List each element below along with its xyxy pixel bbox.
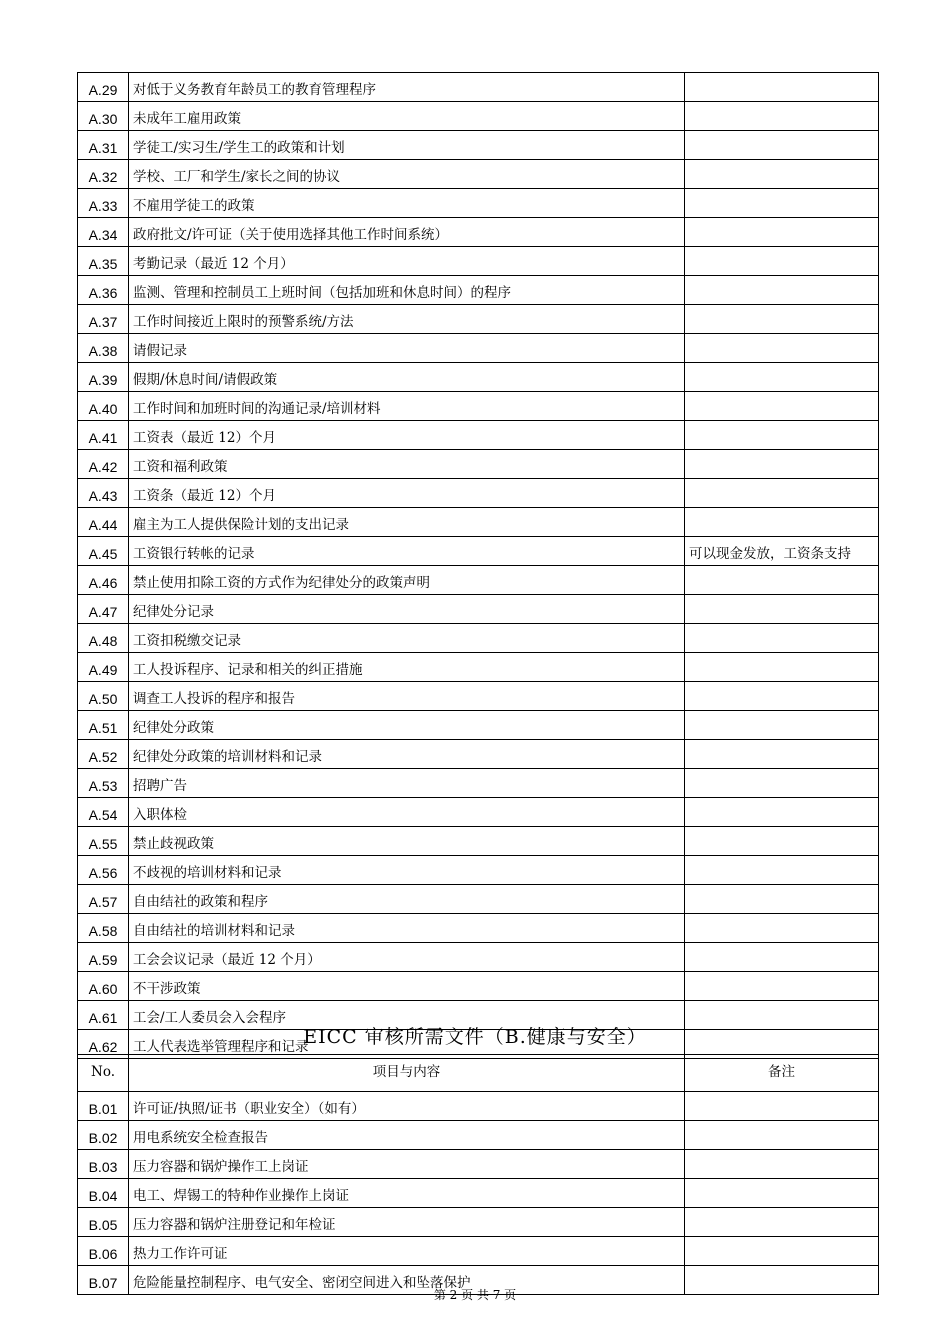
row-item: 调查工人投诉的程序和报告 (129, 682, 685, 711)
row-note: 可以现金发放，工资条支持 (685, 537, 879, 566)
table-row (78, 421, 879, 450)
row-item: 纪律处分政策 (129, 711, 685, 740)
row-code: B.06 (78, 1237, 129, 1266)
row-note (685, 885, 879, 914)
row-code: A.47 (78, 595, 129, 624)
row-code: B.05 (78, 1208, 129, 1237)
row-item: 招聘广告 (129, 769, 685, 798)
table-row (78, 1179, 879, 1208)
row-note (685, 1179, 879, 1208)
row-code: A.31 (78, 131, 129, 160)
row-note (685, 218, 879, 247)
row-code: A.59 (78, 943, 129, 972)
row-note (685, 131, 879, 160)
row-code: A.45 (78, 537, 129, 566)
table-row (78, 450, 879, 479)
row-item: 不歧视的培训材料和记录 (129, 856, 685, 885)
table-row (78, 972, 879, 1001)
row-note (685, 856, 879, 885)
table-row (78, 160, 879, 189)
table-row (78, 885, 879, 914)
row-code: A.33 (78, 189, 129, 218)
row-code: A.41 (78, 421, 129, 450)
row-note (685, 595, 879, 624)
row-code: A.39 (78, 363, 129, 392)
row-item: 工人投诉程序、记录和相关的纠正措施 (129, 653, 685, 682)
row-code: A.38 (78, 334, 129, 363)
table-row (78, 1092, 879, 1121)
section-a-table (77, 72, 879, 1059)
row-code: A.34 (78, 218, 129, 247)
row-item: 不干涉政策 (129, 972, 685, 1001)
row-note (685, 102, 879, 131)
table-row (78, 73, 879, 102)
row-item: 危险能量控制程序、电气安全、密闭空间进入和坠落保护 (129, 1266, 685, 1295)
row-item: 考勤记录（最近 12 个月） (129, 247, 685, 276)
row-note (685, 624, 879, 653)
row-item: 纪律处分记录 (129, 595, 685, 624)
row-code: A.29 (78, 73, 129, 102)
row-item: 工会会议记录（最近 12 个月） (129, 943, 685, 972)
header-note: 备注 (685, 1055, 879, 1092)
table-row (78, 392, 879, 421)
row-item: 用电系统安全检查报告 (129, 1121, 685, 1150)
row-note (685, 566, 879, 595)
table-row (78, 943, 879, 972)
row-code: A.54 (78, 798, 129, 827)
row-code: A.36 (78, 276, 129, 305)
row-item: 学校、工厂和学生/家长之间的协议 (129, 160, 685, 189)
row-item: 对低于义务教育年龄员工的教育管理程序 (129, 73, 685, 102)
row-item: 学徒工/实习生/学生工的政策和计划 (129, 131, 685, 160)
row-note (685, 827, 879, 856)
row-item: 热力工作许可证 (129, 1237, 685, 1266)
row-code: B.02 (78, 1121, 129, 1150)
row-code: A.60 (78, 972, 129, 1001)
row-item: 工作时间和加班时间的沟通记录/培训材料 (129, 392, 685, 421)
row-note (685, 189, 879, 218)
row-item: 监测、管理和控制员工上班时间（包括加班和休息时间）的程序 (129, 276, 685, 305)
header-item: 项目与内容 (129, 1055, 685, 1092)
row-note (685, 421, 879, 450)
row-code: B.03 (78, 1150, 129, 1179)
table-row (78, 334, 879, 363)
row-note (685, 1121, 879, 1150)
row-code: A.62 (78, 1030, 129, 1059)
table-row (78, 595, 879, 624)
row-note (685, 769, 879, 798)
row-item: 压力容器和锅炉操作工上岗证 (129, 1150, 685, 1179)
row-code: A.44 (78, 508, 129, 537)
row-note (685, 479, 879, 508)
row-code: A.53 (78, 769, 129, 798)
row-item: 工资扣税缴交记录 (129, 624, 685, 653)
row-item: 电工、焊锡工的特种作业操作上岗证 (129, 1179, 685, 1208)
row-item: 请假记录 (129, 334, 685, 363)
row-note (685, 392, 879, 421)
row-note (685, 508, 879, 537)
row-code: A.48 (78, 624, 129, 653)
table-row (78, 740, 879, 769)
table-row (78, 856, 879, 885)
section-b-header-row (78, 1055, 879, 1092)
section-b-body (78, 1092, 879, 1295)
row-code: A.51 (78, 711, 129, 740)
row-note (685, 160, 879, 189)
table-row (78, 218, 879, 247)
section-b-title: EICC 审核所需文件（B.健康与安全） (303, 1026, 647, 1048)
row-item: 假期/休息时间/请假政策 (129, 363, 685, 392)
row-item: 工资和福利政策 (129, 450, 685, 479)
row-note (685, 711, 879, 740)
row-code: A.35 (78, 247, 129, 276)
table-row (78, 189, 879, 218)
page-footer: 第 2 页 共 7 页 (433, 1288, 517, 1302)
row-code: A.37 (78, 305, 129, 334)
table-row (78, 914, 879, 943)
row-item: 工人代表选举管理程序和记录 (129, 1030, 685, 1059)
row-item: 未成年工雇用政策 (129, 102, 685, 131)
row-code: B.01 (78, 1092, 129, 1121)
row-note (685, 1092, 879, 1121)
row-code: A.46 (78, 566, 129, 595)
section-a-body (78, 73, 879, 1059)
row-item: 自由结社的培训材料和记录 (129, 914, 685, 943)
row-item: 禁止歧视政策 (129, 827, 685, 856)
table-row (78, 769, 879, 798)
table-row (78, 537, 879, 566)
table-row (78, 682, 879, 711)
row-item: 压力容器和锅炉注册登记和年检证 (129, 1208, 685, 1237)
table-row (78, 305, 879, 334)
table-row (78, 624, 879, 653)
row-item: 工资银行转帐的记录 (129, 537, 685, 566)
row-note (685, 682, 879, 711)
table-row (78, 827, 879, 856)
row-item: 纪律处分政策的培训材料和记录 (129, 740, 685, 769)
row-note (685, 73, 879, 102)
row-item: 政府批文/许可证（关于使用选择其他工作时间系统） (129, 218, 685, 247)
row-code: B.04 (78, 1179, 129, 1208)
table-row (78, 131, 879, 160)
table-row (78, 363, 879, 392)
row-code: A.40 (78, 392, 129, 421)
row-code: A.55 (78, 827, 129, 856)
table-row (78, 276, 879, 305)
row-note (685, 363, 879, 392)
row-note (685, 1150, 879, 1179)
row-note (685, 653, 879, 682)
row-note (685, 1208, 879, 1237)
table-row (78, 1237, 879, 1266)
table-row (78, 1121, 879, 1150)
row-item: 雇主为工人提供保险计划的支出记录 (129, 508, 685, 537)
row-code: A.30 (78, 102, 129, 131)
table-row (78, 566, 879, 595)
row-item: 禁止使用扣除工资的方式作为纪律处分的政策声明 (129, 566, 685, 595)
row-note (685, 943, 879, 972)
row-note (685, 450, 879, 479)
row-code: A.57 (78, 885, 129, 914)
row-note (685, 334, 879, 363)
header-no: No. (78, 1055, 129, 1092)
row-note (685, 247, 879, 276)
row-code: A.52 (78, 740, 129, 769)
row-item: 工资条（最近 12）个月 (129, 479, 685, 508)
row-item: 工资表（最近 12）个月 (129, 421, 685, 450)
row-note (685, 305, 879, 334)
row-note (685, 798, 879, 827)
table-row (78, 653, 879, 682)
table-row (78, 1208, 879, 1237)
row-item: 工会/工人委员会入会程序 (129, 1001, 685, 1030)
row-code: A.56 (78, 856, 129, 885)
table-row (78, 1150, 879, 1179)
table-row (78, 508, 879, 537)
row-note (685, 276, 879, 305)
row-code: A.50 (78, 682, 129, 711)
row-code: B.07 (78, 1266, 129, 1295)
row-note (685, 914, 879, 943)
section-b-table (77, 1054, 879, 1295)
row-note (685, 740, 879, 769)
row-code: A.49 (78, 653, 129, 682)
row-code: A.61 (78, 1001, 129, 1030)
row-item: 工作时间接近上限时的预警系统/方法 (129, 305, 685, 334)
row-item: 自由结社的政策和程序 (129, 885, 685, 914)
row-item: 许可证/执照/证书（职业安全）（如有） (129, 1092, 685, 1121)
row-code: A.43 (78, 479, 129, 508)
row-code: A.32 (78, 160, 129, 189)
row-code: A.58 (78, 914, 129, 943)
table-row (78, 711, 879, 740)
row-note (685, 972, 879, 1001)
table-row (78, 102, 879, 131)
row-item: 入职体检 (129, 798, 685, 827)
row-item: 不雇用学徒工的政策 (129, 189, 685, 218)
table-row (78, 479, 879, 508)
table-row (78, 247, 879, 276)
row-note (685, 1237, 879, 1266)
table-row (78, 798, 879, 827)
row-code: A.42 (78, 450, 129, 479)
